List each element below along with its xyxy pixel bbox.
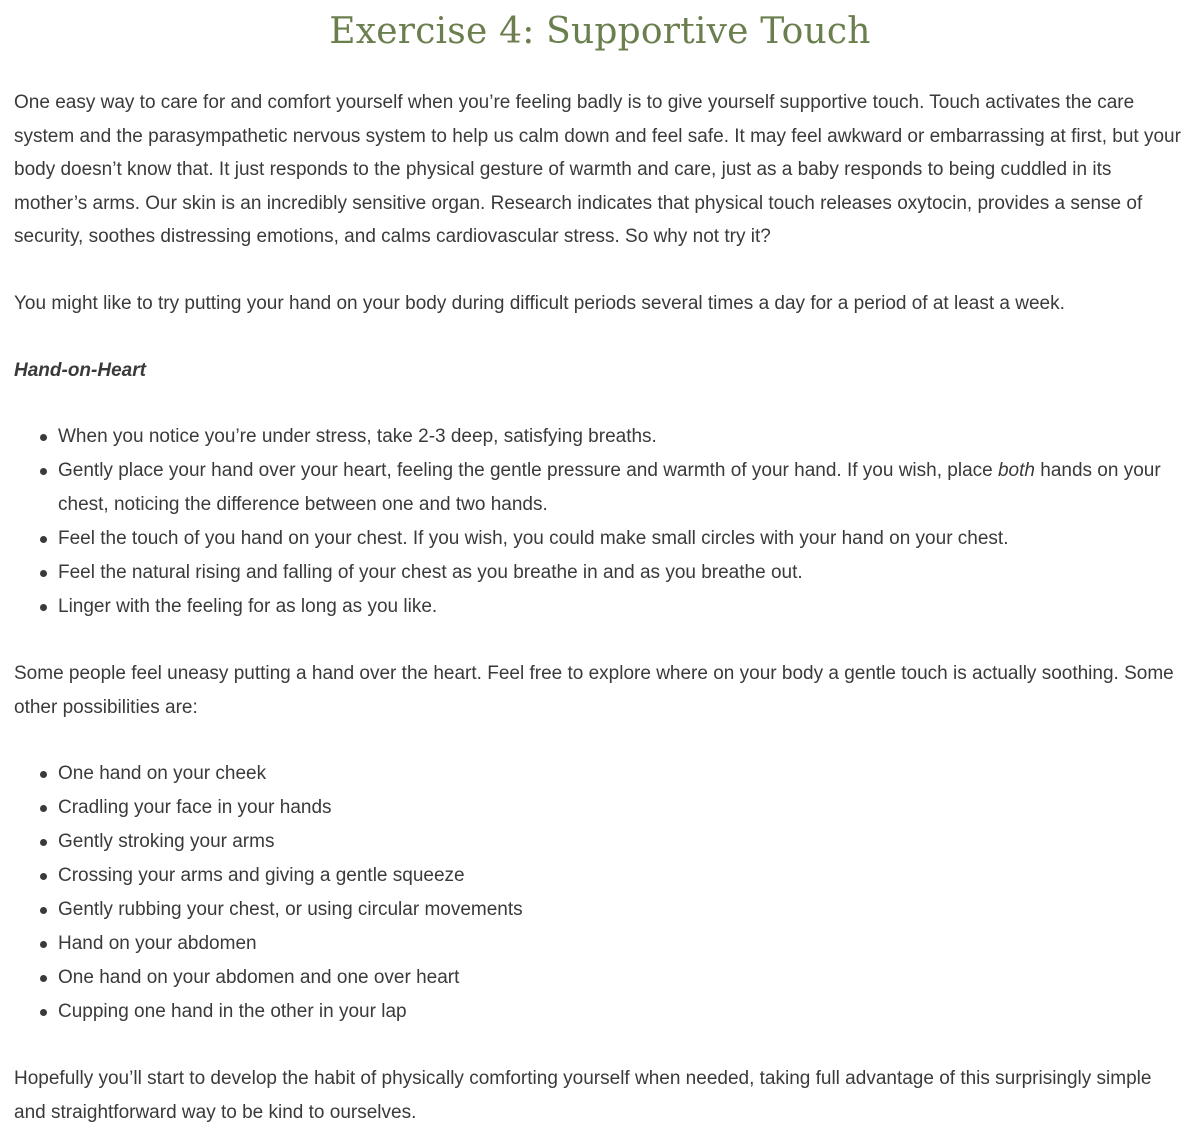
list-item: Crossing your arms and giving a gentle squeeze bbox=[58, 859, 1186, 893]
alternatives-list bbox=[14, 757, 1186, 1029]
hand-on-heart-list bbox=[14, 420, 1186, 624]
list-item bbox=[58, 454, 1186, 522]
list-item-text: When you notice you’re under stress, take 2-3 deep, satisfying breaths. bbox=[58, 426, 657, 448]
suggestion-paragraph: You might like to try putting your hand on your body during difficult periods several times a day for a period of at least a week. bbox=[14, 292, 1065, 314]
list-item bbox=[58, 556, 1186, 590]
list-item bbox=[58, 522, 1186, 556]
list-item-text-after: hands on your chest, noticing the difference between one and two hands. bbox=[58, 460, 1161, 516]
list-item-text-before: Gently place your hand over your heart, feeling the gentle pressure and warmth of your hand. If you wish, place bbox=[58, 460, 998, 482]
alternatives-intro-paragraph: Some people feel uneasy putting a hand over the heart. Feel free to explore where on your body a gentle touch is actually soothing. Some other possibilities are: bbox=[14, 663, 1174, 718]
article bbox=[14, 0, 1186, 1130]
list-item: Cradling your face in your hands bbox=[58, 791, 1186, 825]
list-item-text: Feel the touch of you hand on your chest. If you wish, you could make small circles with your hand on your chest. bbox=[58, 528, 1009, 550]
list-item-text: Feel the natural rising and falling of your chest as you breathe in and as you breathe out. bbox=[58, 562, 803, 584]
list-item-text: Linger with the feeling for as long as you like. bbox=[58, 596, 438, 618]
list-item bbox=[58, 590, 1186, 624]
list-item: Gently stroking your arms bbox=[58, 825, 1186, 859]
list-item: One hand on your cheek bbox=[58, 757, 1186, 791]
closing-paragraph: Hopefully you’ll start to develop the habit of physically comforting yourself when needed, taking full advantage of this surprisingly simple and straightforward way to be kind to ourselves. bbox=[14, 1068, 1152, 1123]
list-item: Hand on your abdomen bbox=[58, 927, 1186, 961]
list-item: Gently rubbing your chest, or using circular movements bbox=[58, 893, 1186, 927]
list-item: Cupping one hand in the other in your lap bbox=[58, 995, 1186, 1029]
intro-paragraph: One easy way to care for and comfort yourself when you’re feeling badly is to give yourself supportive touch. Touch activates the care system and the parasympathetic nervous system to help us calm down and feel safe. It may feel awkward or embarrassing at first, but your body doesn’t know that. It just responds to the physical gesture of warmth and care, just as a baby responds to being cuddled in its mother’s arms. Our skin is an incredibly sensitive organ. Research indicates that physical touch releases oxytocin, provides a sense of security, soothes distressing emotions, and calms cardiovascular stress. So why not try it? bbox=[14, 92, 1181, 248]
page-title: Exercise 4: Supportive Touch bbox=[329, 11, 871, 52]
list-item-emphasis: both bbox=[997, 460, 1035, 482]
section-subheading: Hand-on-Heart bbox=[14, 359, 146, 381]
list-item: One hand on your abdomen and one over heart bbox=[58, 961, 1186, 995]
list-item bbox=[58, 420, 1186, 454]
